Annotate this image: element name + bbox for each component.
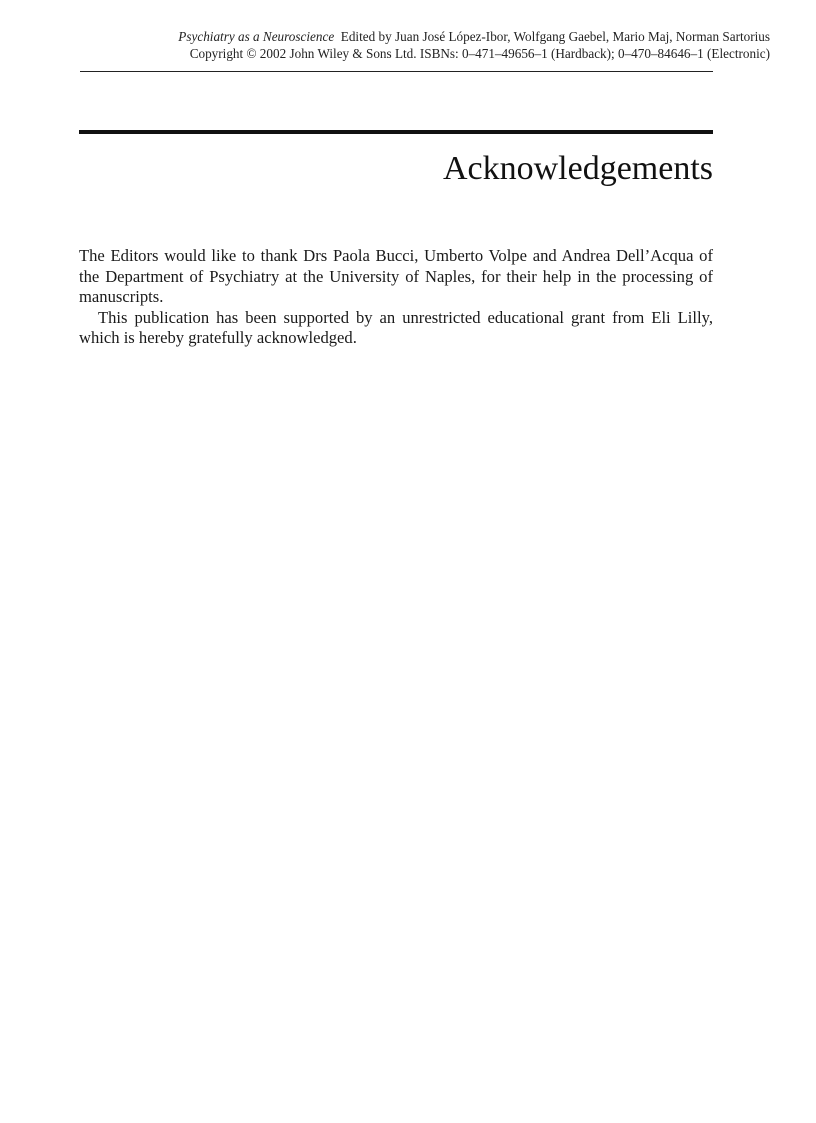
paragraph: The Editors would like to thank Drs Paola Bucci, Umberto Volpe and Andrea Dell’Acqua of the Department of Psychiatry at the University of Naples, for their help in the processing of manuscripts.	[79, 246, 713, 307]
paragraph: This publication has been supported by an unrestricted educational grant from Eli Lilly, which is hereby gratefully acknowledged.	[79, 307, 713, 348]
body-text	[79, 246, 713, 349]
header-line-1	[0, 28, 770, 45]
title-rule	[79, 130, 713, 134]
header-divider	[80, 71, 713, 72]
running-header	[0, 28, 770, 62]
copyright-line: Copyright © 2002 John Wiley & Sons Ltd. ISBNs: 0–471–49656–1 (Hardback); 0–470–84646–1 (Electronic)	[189, 46, 770, 61]
chapter-title: Acknowledgements	[442, 150, 713, 187]
book-title: Psychiatry as a Neuroscience	[178, 29, 335, 44]
editors-credit: Edited by Juan José López-Ibor, Wolfgang Gaebel, Mario Maj, Norman Sartorius	[340, 29, 770, 44]
